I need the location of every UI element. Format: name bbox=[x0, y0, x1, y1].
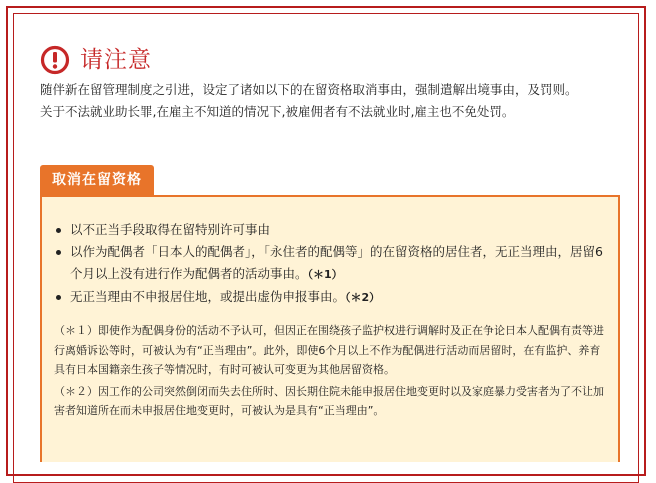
footnote-1: （＊１）即使作为配偶身份的活动不予认可，但因正在围绕孩子监护权进行调解时及正在争论日本人配偶有责等进行离婚诉讼等时，可被认为有“正当理由”。此外，即使6个月以上不作为配偶进行活动而居留时，在有监护、养育具有日本国籍亲生孩子等情况时，有时可被认可变更为其他居留资格。 bbox=[54, 324, 604, 376]
footnotes bbox=[54, 321, 606, 423]
intro-line: 关于不法就业助长罪,在雇主不知道的情况下,被雇佣者有不法就业时,雇主也不免处罚。 bbox=[40, 104, 515, 119]
list-item bbox=[54, 219, 606, 241]
bullet-icon bbox=[56, 228, 61, 233]
list-item bbox=[54, 241, 606, 286]
item-text: 以不正当手段取得在留特别许可事由 bbox=[70, 222, 271, 237]
list-item bbox=[54, 286, 606, 309]
bullet-icon bbox=[56, 295, 61, 300]
notice-header bbox=[40, 44, 152, 76]
item-text: 以作为配偶者「日本人的配偶者」，「永住者的配偶等」的在留资格的居住者，无正当理由，居留6个月以上没有进行作为配偶者的活动事由。 bbox=[70, 244, 603, 281]
bullet-icon bbox=[56, 250, 61, 255]
intro-line: 随伴新在留管理制度之引进，设定了诸如以下的在留资格取消事由，强制遣解出境事由，及罚则。 bbox=[40, 82, 578, 97]
exclamation-circle-icon bbox=[40, 45, 70, 75]
footnote-ref: （＊2） bbox=[345, 291, 381, 304]
item-text: 无正当理由不申报居住地，或提出虚伪申报事由。 bbox=[70, 289, 346, 304]
footnote-2: （＊２）因工作的公司突然倒闭而失去住所时、因长期住院未能申报居住地变更时以及家庭暴力受害者为了不让加害者知道所在而未申报居住地变更时，可被认为是具有“正当理由”。 bbox=[54, 384, 604, 417]
cancellation-reasons-box bbox=[40, 195, 620, 462]
footnote-ref: （＊1） bbox=[307, 268, 343, 281]
section-tab-label: 取消在留资格 bbox=[40, 165, 154, 195]
intro-text bbox=[40, 79, 620, 123]
reason-list bbox=[54, 219, 606, 309]
notice-title: 请注意 bbox=[80, 47, 152, 73]
